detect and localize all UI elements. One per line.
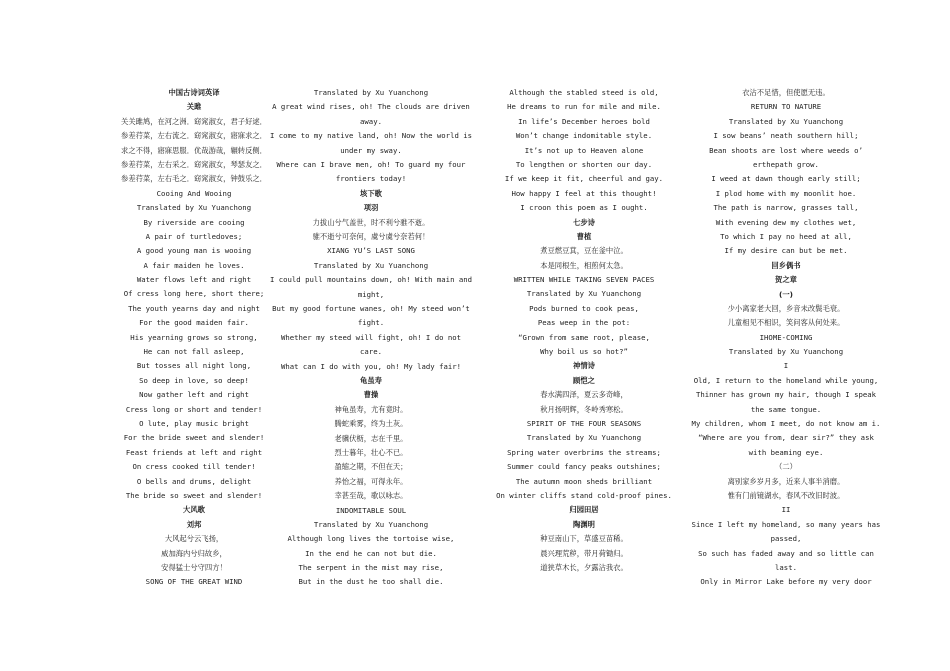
text-line: A pair of turtledoves; [145, 231, 243, 241]
text-line: But my good fortune wanes, oh! My steed won’t fight. [272, 303, 470, 328]
poem-heading: 曹植 [576, 231, 592, 241]
text-line: Cress long or short and tender! [125, 404, 263, 414]
text-line: What can I do with you, oh! My lady fair! [280, 361, 462, 371]
text-line: Whether my steed will fight, oh! I do not care. [280, 332, 462, 357]
poem-heading: 回乡偶书 [771, 260, 801, 270]
text-line: “Grown from same root, please, [518, 332, 650, 342]
poem-heading: 项羽 [363, 203, 379, 213]
poem-heading: 陶渊明 [573, 519, 595, 529]
text-line: （二） [775, 462, 797, 472]
text-line: 盈缩之期，不但在天； [334, 462, 408, 472]
text-line: 威加海内兮归故乡， [161, 548, 227, 558]
text-line: A fair maiden he loves. [143, 260, 245, 270]
text-line: O bells and drums, delight [136, 476, 252, 486]
text-line: 儿童相见不相识，笑问客从何处来。 [727, 318, 845, 328]
text-line: 神龟虽寿，尤有竟时。 [334, 404, 408, 414]
text-line: Translated by Xu Yuanchong [526, 433, 642, 443]
poem-heading: 顾恺之 [573, 375, 595, 385]
text-line: I could pull mountains down, oh! With main and might, [269, 275, 473, 299]
text-line: O lute, play music bright [139, 418, 249, 428]
poem-heading: 神情诗 [573, 361, 595, 371]
poem-heading: 归园田居 [569, 505, 599, 515]
text-line: 安得猛士兮守四方！ [161, 562, 227, 572]
text-line: To lengthen or shorten our day. [515, 159, 653, 169]
text-line: Pods burned to cook peas, [529, 303, 639, 313]
text-line: Feast friends at left and right [125, 447, 263, 457]
text-line: WRITTEN WHILE TAKING SEVEN PACES [513, 275, 655, 285]
text-line: The path is narrow, grasses tall, [713, 203, 859, 213]
text-line: Cooing And Wooing [156, 188, 232, 198]
text-line: If we keep it fit, cheerful and gay. [504, 174, 664, 184]
text-line: Summer could fancy peaks outshines; [507, 462, 661, 472]
text-line: So such has faded away and so little can last. [698, 548, 874, 573]
text-line: 参差荇菜，左右毛之．窈窕淑女，钟鼓乐之． [121, 174, 267, 184]
text-line: “Where are you from, dear sir?” they ask with beaming eye. [698, 433, 874, 457]
text-line: I [783, 361, 789, 371]
poem-heading: 中国古诗词英译 [168, 88, 220, 97]
poem-heading: (一) [779, 289, 793, 299]
text-line: 腾蛇乘雾，终为土灰。 [334, 419, 408, 429]
text-line: Spring water overbrims the streams; [507, 447, 661, 457]
text-line: 骓不逝兮可奈何，虞兮虞兮奈若何！ [312, 232, 430, 241]
text-line: 大风起兮云飞扬， [164, 534, 224, 544]
text-line: Of cress long here, short there; [123, 289, 265, 299]
text-line: 种豆南山下，草盛豆苗稀。 [540, 534, 628, 544]
text-line: Translated by Xu Yuanchong [136, 203, 252, 213]
text-line: Won’t change indomitable style. [515, 131, 653, 141]
text-line: He dreams to run for mile and mile. [507, 102, 661, 112]
text-line: 老骥伏枥，志在千里。 [334, 433, 408, 443]
text-line: 关关雎鸠，在河之洲．窈窕淑女，君子好逑． [121, 116, 267, 126]
text-line: Where can I brave men, oh! To guard my four frontiers today! [276, 160, 466, 184]
text-line: With evening dew my clothes wet, [715, 217, 857, 227]
text-line: 春水满四泽，夏云多奇峰， [540, 390, 628, 400]
text-line: Peas weep in the pot: [537, 318, 631, 328]
text-line: 离别家乡岁月多，近来人事半消磨。 [727, 476, 845, 486]
text-line: I sow beans’ neath southern hill; [713, 131, 859, 141]
text-line: Although the stabled steed is old, [509, 88, 659, 97]
text-line: Translated by Xu Yuanchong [526, 289, 642, 299]
text-line: 秋月扬明辉，冬岭秀寒松。 [540, 404, 628, 414]
poem-heading: 垓下歌 [360, 188, 382, 198]
text-line: It’s not up to Heaven alone [524, 145, 644, 155]
text-line: RETURN TO NATURE [750, 102, 822, 112]
text-line: For the bride sweet and slender! [123, 433, 265, 443]
text-line: Although long lives the tortoise wise, [287, 534, 455, 544]
text-line: II [781, 505, 791, 515]
text-line: A good young man is wooing [136, 246, 252, 256]
text-line: 幸甚至哉，歌以咏志。 [334, 491, 408, 501]
text-line: I come to my native land, oh! Now the world is under my sway. [269, 131, 473, 155]
text-line: 烈士暮年，壮心不已。 [334, 447, 408, 457]
poem-heading: 龟虽寿 [360, 376, 382, 385]
text-line: Now gather left and right [139, 390, 249, 400]
text-line: 参差荇菜，左右流之．窈窕淑女，寤寐求之． [121, 131, 267, 141]
text-line: The youth yearns day and night [128, 303, 260, 313]
text-line: The bride so sweet and slender! [125, 490, 263, 500]
text-line: 衣沾不足惜，但使愿无违。 [742, 88, 830, 97]
text-line: To which I pay no heed at all, [720, 231, 852, 241]
text-line: I plod home with my moonlit hoe. [715, 188, 857, 198]
poem-heading: 大风歌 [183, 505, 205, 515]
text-line: I weed at dawn though early still; [711, 174, 861, 184]
text-line: So deep in love, so deep! [139, 375, 249, 385]
text-line: By riverside are cooing [143, 217, 245, 227]
text-line: 晨兴理荒秽，带月荷锄归。 [540, 548, 628, 558]
text-line: SONG OF THE GREAT WIND [145, 577, 243, 587]
text-line: XIANG YU’S LAST SONG [327, 246, 415, 256]
poem-heading: 关雎 [186, 102, 202, 112]
text-line: His yearning grows so strong, [130, 332, 258, 342]
text-line: If my desire can but be met. [724, 246, 848, 256]
text-line: My children, whom I meet, do not know am i. [691, 419, 881, 429]
text-line: Translated by Xu Yuanchong [728, 347, 844, 357]
text-line: 本是同根生，相煎何太急。 [540, 260, 628, 270]
text-line: IHOME-COMING [759, 332, 813, 342]
text-line: On winter cliffs stand cold-proof pines. [496, 490, 672, 500]
text-column-4 [688, 86, 884, 590]
text-line: Only in Mirror Lake before my very door [700, 577, 872, 587]
poem-heading: 贺之章 [775, 275, 797, 285]
text-line: In life’s December heroes bold [518, 116, 650, 126]
text-line: 惟有门前镜湖水，春风不改旧时波。 [727, 491, 845, 501]
text-line: The autumn moon sheds brilliant [515, 476, 653, 486]
text-line: 参差荇菜，左右采之．窈窕淑女，琴瑟友之． [121, 159, 267, 169]
text-line: 养怡之福，可得永年。 [334, 476, 408, 486]
text-line: Bean shoots are lost where weeds o’ erthepath grow. [709, 145, 863, 169]
poem-heading: 七步诗 [573, 217, 595, 227]
poem-heading: 曹操 [363, 390, 379, 400]
text-line: 道狭草木长，夕露沾我衣。 [540, 562, 628, 572]
text-line: On cress cooked till tender! [132, 462, 256, 472]
poem-heading: 刘邦 [186, 519, 202, 529]
text-line: 少小离家老大回，乡音未改鬓毛衰。 [727, 303, 845, 313]
text-line: INDOMITABLE SOUL [335, 505, 407, 515]
text-line: How happy I feel at this thought! [511, 188, 657, 198]
text-line: SPIRIT OF THE FOUR SEASONS [526, 418, 642, 428]
text-line: Translated by Xu Yuanchong [728, 116, 844, 126]
text-line: Translated by Xu Yuanchong [313, 260, 429, 270]
text-line: Water flows left and right [136, 275, 252, 285]
text-line: 求之不得，寤寐思服．优哉游哉，辗转反侧． [121, 145, 267, 155]
text-line: He can not fall asleep, [143, 347, 245, 357]
text-line: A great wind rises, oh! The clouds are driven away. [272, 102, 470, 126]
text-line: Since I left my homeland, so many years has passed, [691, 519, 881, 544]
text-line: Translated by Xu Yuanchong [313, 519, 429, 529]
text-line: Translated by Xu Yuanchong [313, 88, 429, 97]
text-line: In the end he can not but die. [305, 548, 437, 558]
text-line: I croon this poem as I ought. [520, 203, 648, 213]
text-line: 力拔山兮气盖世，时不利兮骓不逝。 [312, 217, 430, 227]
text-line: For the good maiden fair. [139, 318, 249, 328]
text-column-2 [268, 86, 474, 590]
text-line: The serpent in the mist may rise, [298, 563, 444, 573]
text-line: Why boil us so hot?” [540, 347, 628, 357]
text-line: Old, I return to the homeland while young, [693, 375, 879, 385]
text-column-3 [492, 86, 676, 575]
text-line: 煮豆燃豆萁，豆在釜中泣。 [540, 246, 628, 256]
text-line: Thinner has grown my hair, though I speak the same tongue. [695, 390, 877, 414]
text-line: But in the dust he too shall die. [298, 577, 444, 587]
text-line: But tosses all night long, [136, 361, 252, 371]
